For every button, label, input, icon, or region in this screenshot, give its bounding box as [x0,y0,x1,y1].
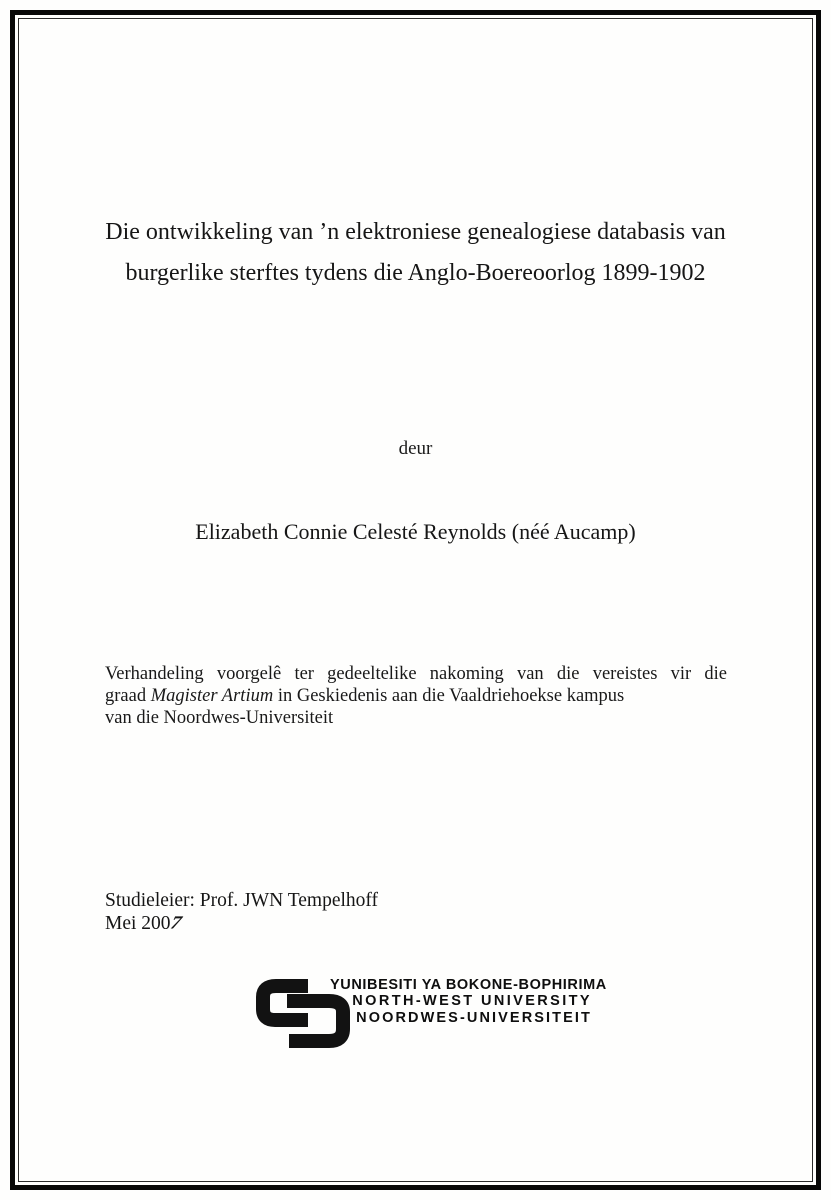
date-line [105,912,378,935]
author-name: Elizabeth Connie Celesté Reynolds (néé Aucamp) [195,519,636,544]
date-prefix: Mei 200 [105,913,171,934]
degree-statement-line-1: Verhandeling voorgelê ter gedeeltelike nakoming van die vereistes vir die [105,664,727,684]
degree-statement [105,663,727,729]
degree-statement-line-2 [105,685,727,707]
thesis-title [0,212,831,294]
supervisor-and-date [105,889,378,935]
handwritten-digit-seven: 7 [166,913,185,934]
thesis-title-line-2: burgerlike sterftes tydens die Anglo-Boereoorlog 1899-1902 [125,260,706,286]
byline-deur: deur [398,438,433,459]
logo-text-setswana: YUNIBESITI YA BOKONE-BOPHIRIMA [330,977,607,993]
logo-text-english: NORTH-WEST UNIVERSITY [352,993,592,1010]
degree-statement-line-3: van die Noordwes-Universiteit [105,708,334,728]
university-logo-text [330,977,607,1026]
thesis-title-line-1: Die ontwikkeling van ’n elektroniese genealogiese databasis van [105,219,726,245]
logo-text-afrikaans: NOORDWES-UNIVERSITEIT [356,1009,592,1026]
degree-name-italic: Magister Artium [150,686,274,706]
supervisor-line: Studieleier: Prof. JWN Tempelhoff [105,890,379,911]
statement-line2-post: in Geskiedenis aan die Vaaldriehoekse kampus [273,686,625,706]
university-logo [256,970,607,1055]
statement-line2-pre: graad [105,686,151,706]
